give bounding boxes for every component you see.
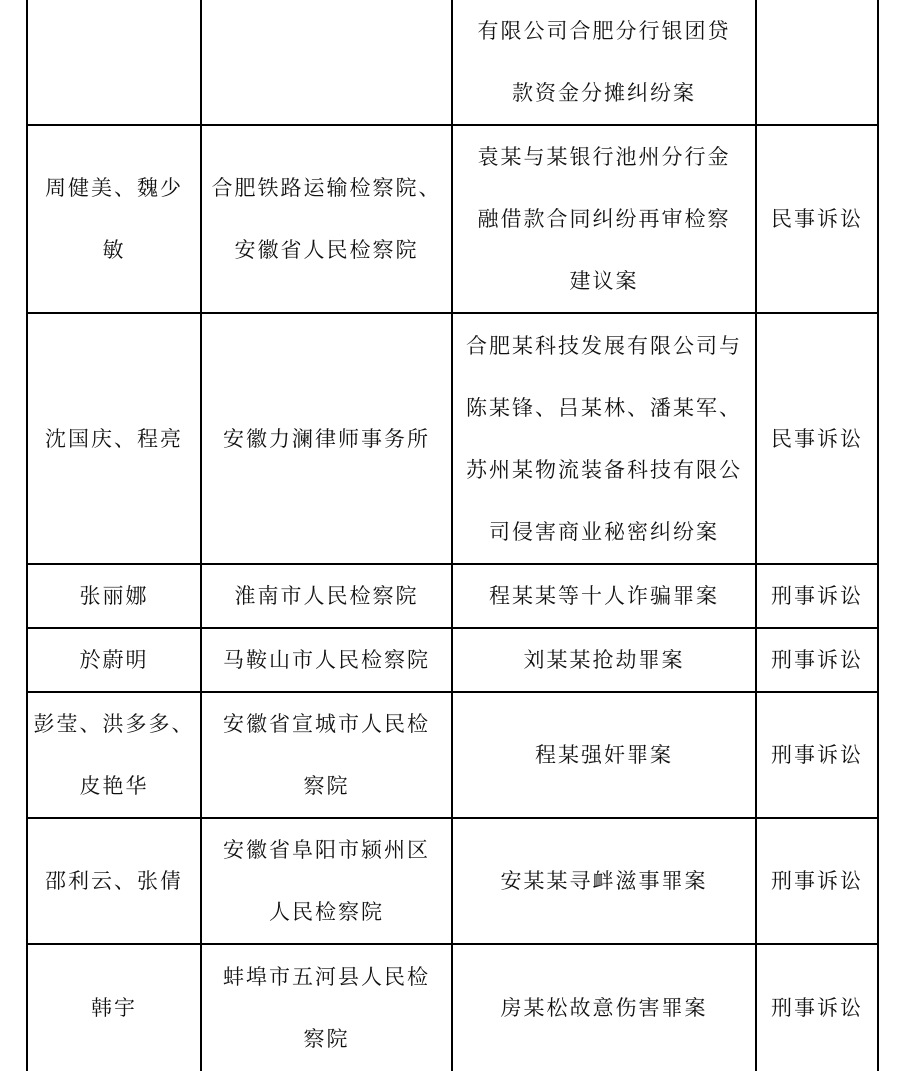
- cell-names: 邵利云、张倩: [27, 818, 201, 944]
- cell-organization: 淮南市人民检察院: [201, 564, 452, 628]
- cell-organization: 安徽省宣城市人民检察院: [201, 692, 452, 818]
- case-table: [26, 0, 879, 1071]
- cell-case-name: 程某强奸罪案: [452, 692, 756, 818]
- table-row: [27, 628, 878, 692]
- cell-case-type: 刑事诉讼: [756, 564, 878, 628]
- cell-case-name: 刘某某抢劫罪案: [452, 628, 756, 692]
- cell-case-type: [756, 0, 878, 125]
- cell-case-name: 安某某寻衅滋事罪案: [452, 818, 756, 944]
- cell-case-name: 程某某等十人诈骗罪案: [452, 564, 756, 628]
- cell-names: 沈国庆、程亮: [27, 313, 201, 564]
- cell-case-type: 刑事诉讼: [756, 628, 878, 692]
- cell-case-name: 房某松故意伤害罪案: [452, 944, 756, 1071]
- cell-organization: 马鞍山市人民检察院: [201, 628, 452, 692]
- table-row: [27, 313, 878, 564]
- cell-names: 彭莹、洪多多、皮艳华: [27, 692, 201, 818]
- cell-names: 韩宇: [27, 944, 201, 1071]
- cell-organization: 合肥铁路运输检察院、安徽省人民检察院: [201, 125, 452, 313]
- table-row: [27, 0, 878, 125]
- cell-organization: [201, 0, 452, 125]
- cell-organization: 安徽省阜阳市颍州区人民检察院: [201, 818, 452, 944]
- cell-names: 於蔚明: [27, 628, 201, 692]
- cell-case-type: 刑事诉讼: [756, 818, 878, 944]
- cell-case-type: 刑事诉讼: [756, 692, 878, 818]
- table-row: [27, 125, 878, 313]
- cell-case-type: 民事诉讼: [756, 125, 878, 313]
- cell-organization: 安徽力澜律师事务所: [201, 313, 452, 564]
- cell-case-type: 民事诉讼: [756, 313, 878, 564]
- cell-names: 周健美、魏少敏: [27, 125, 201, 313]
- table-row: [27, 818, 878, 944]
- cell-case-name: 有限公司合肥分行银团贷款资金分摊纠纷案: [452, 0, 756, 125]
- cell-organization: 蚌埠市五河县人民检察院: [201, 944, 452, 1071]
- cell-names: [27, 0, 201, 125]
- cell-case-name: 合肥某科技发展有限公司与陈某锋、吕某林、潘某军、苏州某物流装备科技有限公司侵害商业秘密纠纷案: [452, 313, 756, 564]
- cell-names: 张丽娜: [27, 564, 201, 628]
- table-row: [27, 944, 878, 1071]
- cell-case-type: 刑事诉讼: [756, 944, 878, 1071]
- table-row: [27, 564, 878, 628]
- table-row: [27, 692, 878, 818]
- cell-case-name: 袁某与某银行池州分行金融借款合同纠纷再审检察建议案: [452, 125, 756, 313]
